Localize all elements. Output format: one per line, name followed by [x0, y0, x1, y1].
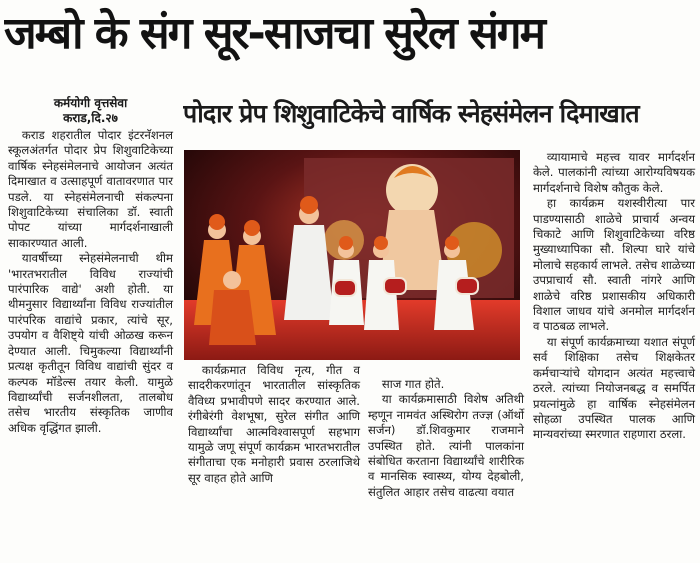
paragraph: हा कार्यक्रम यशस्वीरीत्या पार पाडण्यासाठी शाळेचे प्राचार्य अन्वय चिकाटे आणि शिशुवाटिकेच्या वरिष्ठ मुख्याध्यापिका सौ. शिल्पा घारे यांचे मोलाचे सहकार्य लाभले. तसेच शाळेच्या उपप्राचार्य सौ. स्वाती नांगरे आणि शाळेचे वरिष्ठ प्रशासकीय अधिकारी विशाल जाधव यांचे अनमोल मार्गदर्शन व पाठबळ लाभले. [533, 196, 695, 334]
paragraph: कराड शहरातील पोदार इंटरनॅशनल स्कूलअंतर्गत पोदार प्रेप शिशुवाटिकेच्या वार्षिक स्नेहसंमेलनाचे आयोजन अत्यंत दिमाखात व उत्साहपूर्ण वातावरणात पार पडले. या स्नेहसंमेलनाची संकल्पना शिशुवाटिकेच्या संचालिका डॉ. स्वाती पोपट यांच्या मार्गदर्शनाखाली साकारण्यात आली. [8, 128, 173, 250]
article-column-2 [188, 363, 360, 486]
headline: जम्बो के संग सूर-साजचा सुरेल संगम [4, 8, 544, 59]
event-photo [184, 150, 520, 360]
article-column-4 [533, 150, 695, 443]
article-column-3 [368, 377, 524, 500]
paragraph: कार्यक्रमात विविध नृत्य, गीत व सादरीकरणांतून भारतातील सांस्कृतिक वैविध्य प्रभावीपणे सादर करण्यात आले. रंगीबेरंगी वेशभूषा, सुरेल संगीत आणि विद्यार्थ्यांचा आत्मविश्वासपूर्ण सहभाग यामुळे जणू संपूर्ण कार्यक्रम भारतभरातील संगीताचा एक मनोहारी प्रवास ठरलाजिथे सूर वाहत होते आणि [188, 363, 360, 485]
paragraph: यावर्षीच्या स्नेहसंमेलनाची थीम 'भारतभरातील विविध राज्यांची पारंपारिक वाद्ये' अशी होती. या थीमनुसार विद्यार्थ्यांना विविध राज्यांतील पारंपरिक वाद्यांचे प्रकार, त्यांचे सूर, उपयोग व वैशिष्ट्ये यांची ओळख करून देण्यात आली. चिमुकल्या विद्यार्थ्यांनी प्रत्यक्ष कृतीतून विविध वाद्यांची सुंदर व कल्पक मॉडेल्स तयार केली. यामुळे विद्यार्थ्यांची सर्जनशीलता, तालबोध तसेच भारतीय संस्कृतिक जाणीव अधिक वृद्धिंगत झाली. [8, 251, 173, 435]
byline [8, 96, 173, 126]
paragraph: साज गात होते. [381, 377, 445, 391]
paragraph: या संपूर्ण कार्यक्रमाच्या यशात संपूर्ण सर्व शिक्षिका तसेच शिक्षकेतर कर्मचाऱ्यांचे योगदान अत्यंत महत्त्वाचे ठरले. त्यांच्या नियोजनबद्ध व समर्पित प्रयत्नांमुळे हा वार्षिक स्नेहसंमेलन सोहळा उपस्थित पालक आणि मान्यवरांच्या स्मरणात राहणारा ठरला. [533, 334, 695, 442]
byline-place-date: कराड,दि.२७ [63, 111, 118, 125]
article-column-1 [8, 128, 173, 436]
paragraph: या कार्यक्रमासाठी विशेष अतिथी म्हणून नामवंत अस्थिरोग तज्ज्ञ (ऑर्थो सर्जन) डॉ.शिवकुमार राजमाने उपस्थित होते. त्यांनी पालकांना संबोधित करताना विद्यार्थ्यांचे शारीरिक व मानसिक स्वास्थ्य, योग्य देहबोली, संतुलित आहार तसेच वाढत्या वयात [368, 392, 524, 499]
paragraph: व्यायामाचे महत्त्व यावर मार्गदर्शन केले. पालकांनी त्यांच्या आरोग्यविषयक मार्गदर्शनाचे विशेष कौतुक केले. [533, 150, 695, 195]
stage-performance-image [184, 150, 520, 360]
byline-agency: कर्मयोगी वृत्तसेवा [53, 96, 128, 110]
subheadline: पोदार प्रेप शिशुवाटिकेचे वार्षिक स्नेहसंमेलन दिमाखात [183, 99, 639, 128]
